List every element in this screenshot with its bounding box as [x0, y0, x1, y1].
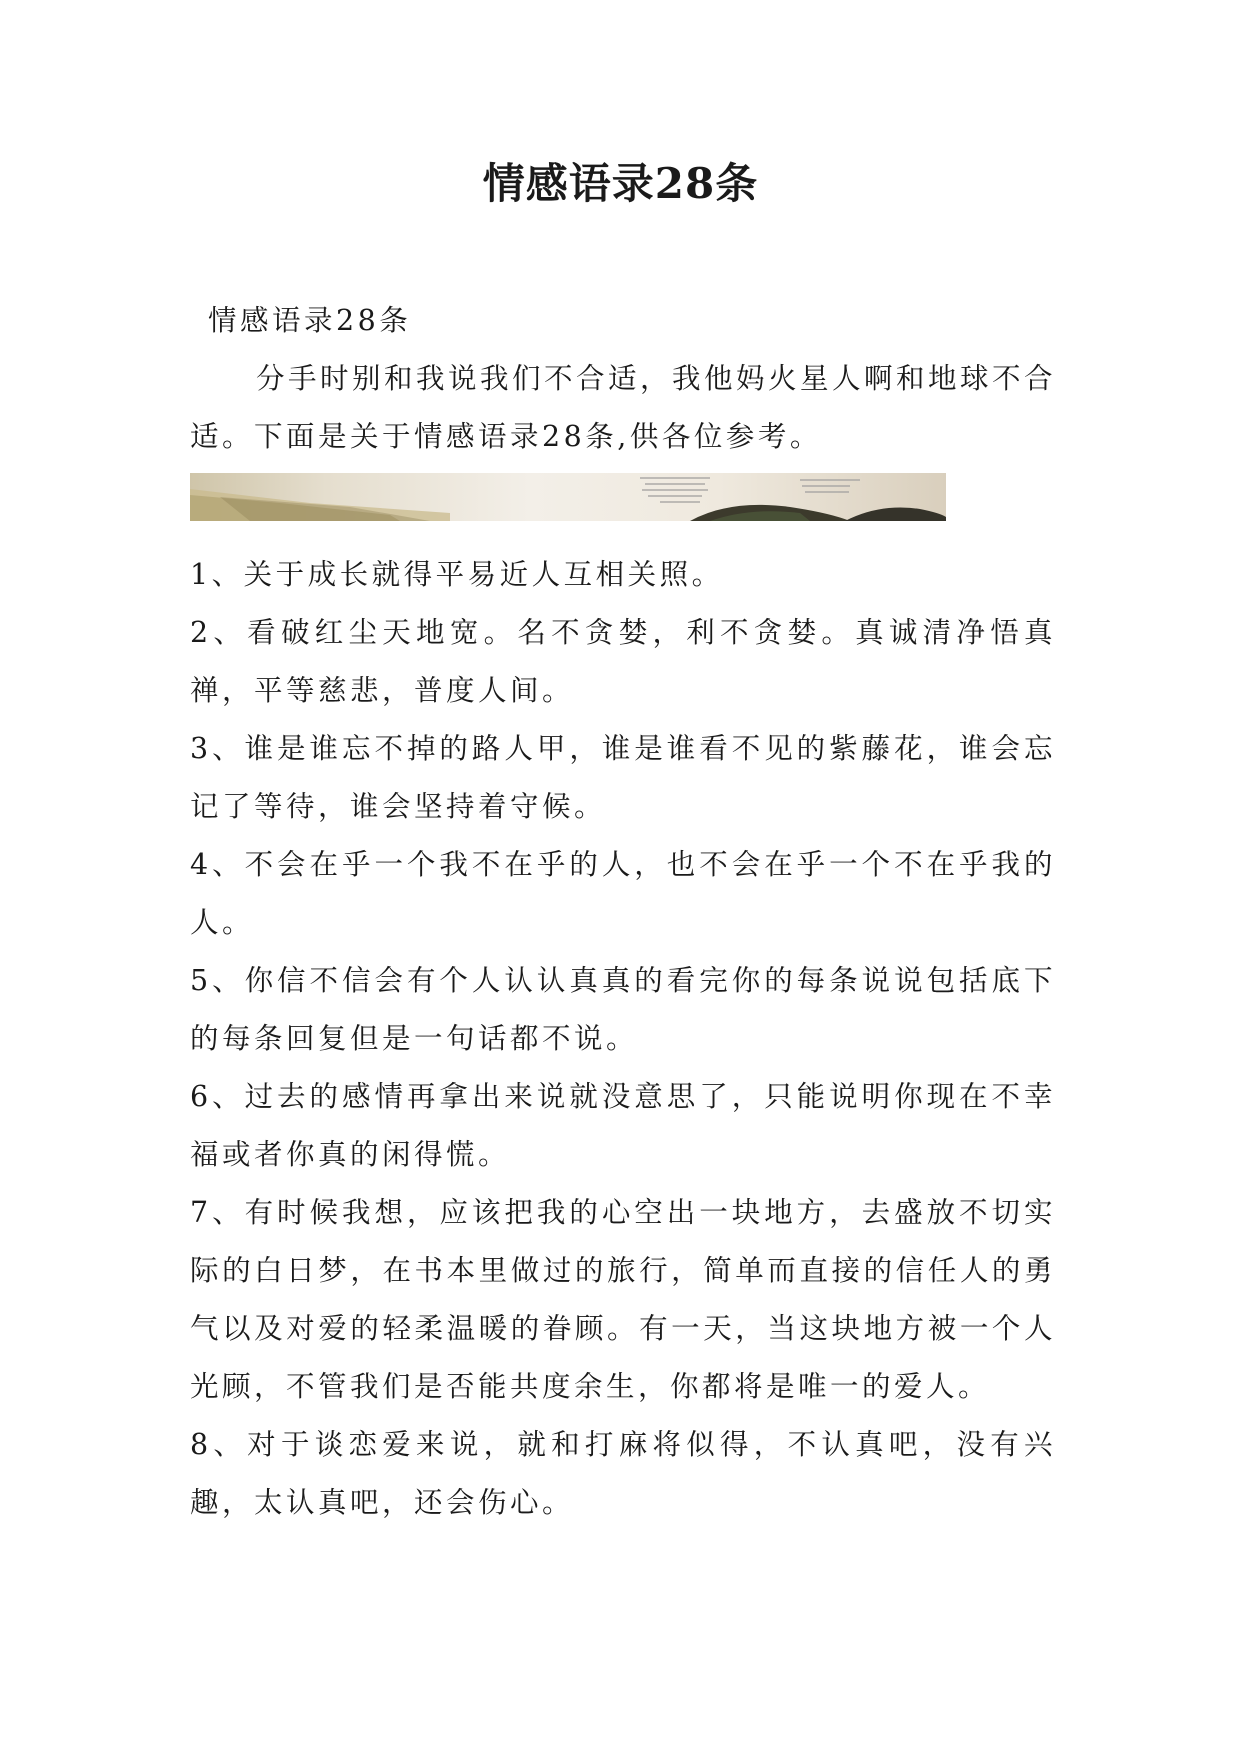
quote-item: 7、有时候我想，应该把我的心空出一块地方，去盛放不切实际的白日梦，在书本里做过的旅行，简单而直接的信任人的勇气以及对爱的轻柔温暖的眷顾。有一天，当这块地方被一个人光顾，不管我们是否能共度余生，你都将是唯一的爱人。: [190, 1196, 1056, 1403]
quote-item: 4、不会在乎一个我不在乎的人，也不会在乎一个不在乎我的人。: [190, 848, 1056, 939]
quote-item: 1、关于成长就得平易近人互相关照。: [190, 558, 724, 591]
section-subheading: 情感语录28条: [208, 304, 412, 337]
intro-paragraph: 分手时别和我说我们不合适，我他妈火星人啊和地球不合适。下面是关于情感语录28条,供各位参考。: [190, 362, 1057, 453]
quote-item: 8、对于谈恋爱来说，就和打麻将似得，不认真吧，没有兴趣，太认真吧，还会伤心。: [190, 1428, 1056, 1519]
quote-item: 5、你信不信会有个人认认真真的看完你的每条说说包括底下的每条回复但是一句话都不说。: [190, 964, 1056, 1055]
quote-item: 3、谁是谁忘不掉的路人甲，谁是谁看不见的紫藤花，谁会忘记了等待，谁会坚持着守候。: [190, 732, 1056, 823]
photo-illustration: [190, 473, 946, 521]
document-body: [190, 292, 1056, 1532]
quote-list: [190, 546, 1056, 1532]
quote-item: 6、过去的感情再拿出来说就没意思了，只能说明你现在不幸福或者你真的闲得慌。: [190, 1080, 1056, 1171]
quote-item: 2、看破红尘天地宽。名不贪婪，利不贪婪。真诚清净悟真禅，平等慈悲，普度人间。: [190, 616, 1056, 707]
decorative-photo: [190, 473, 946, 521]
document-title: 情感语录28条: [482, 159, 759, 208]
